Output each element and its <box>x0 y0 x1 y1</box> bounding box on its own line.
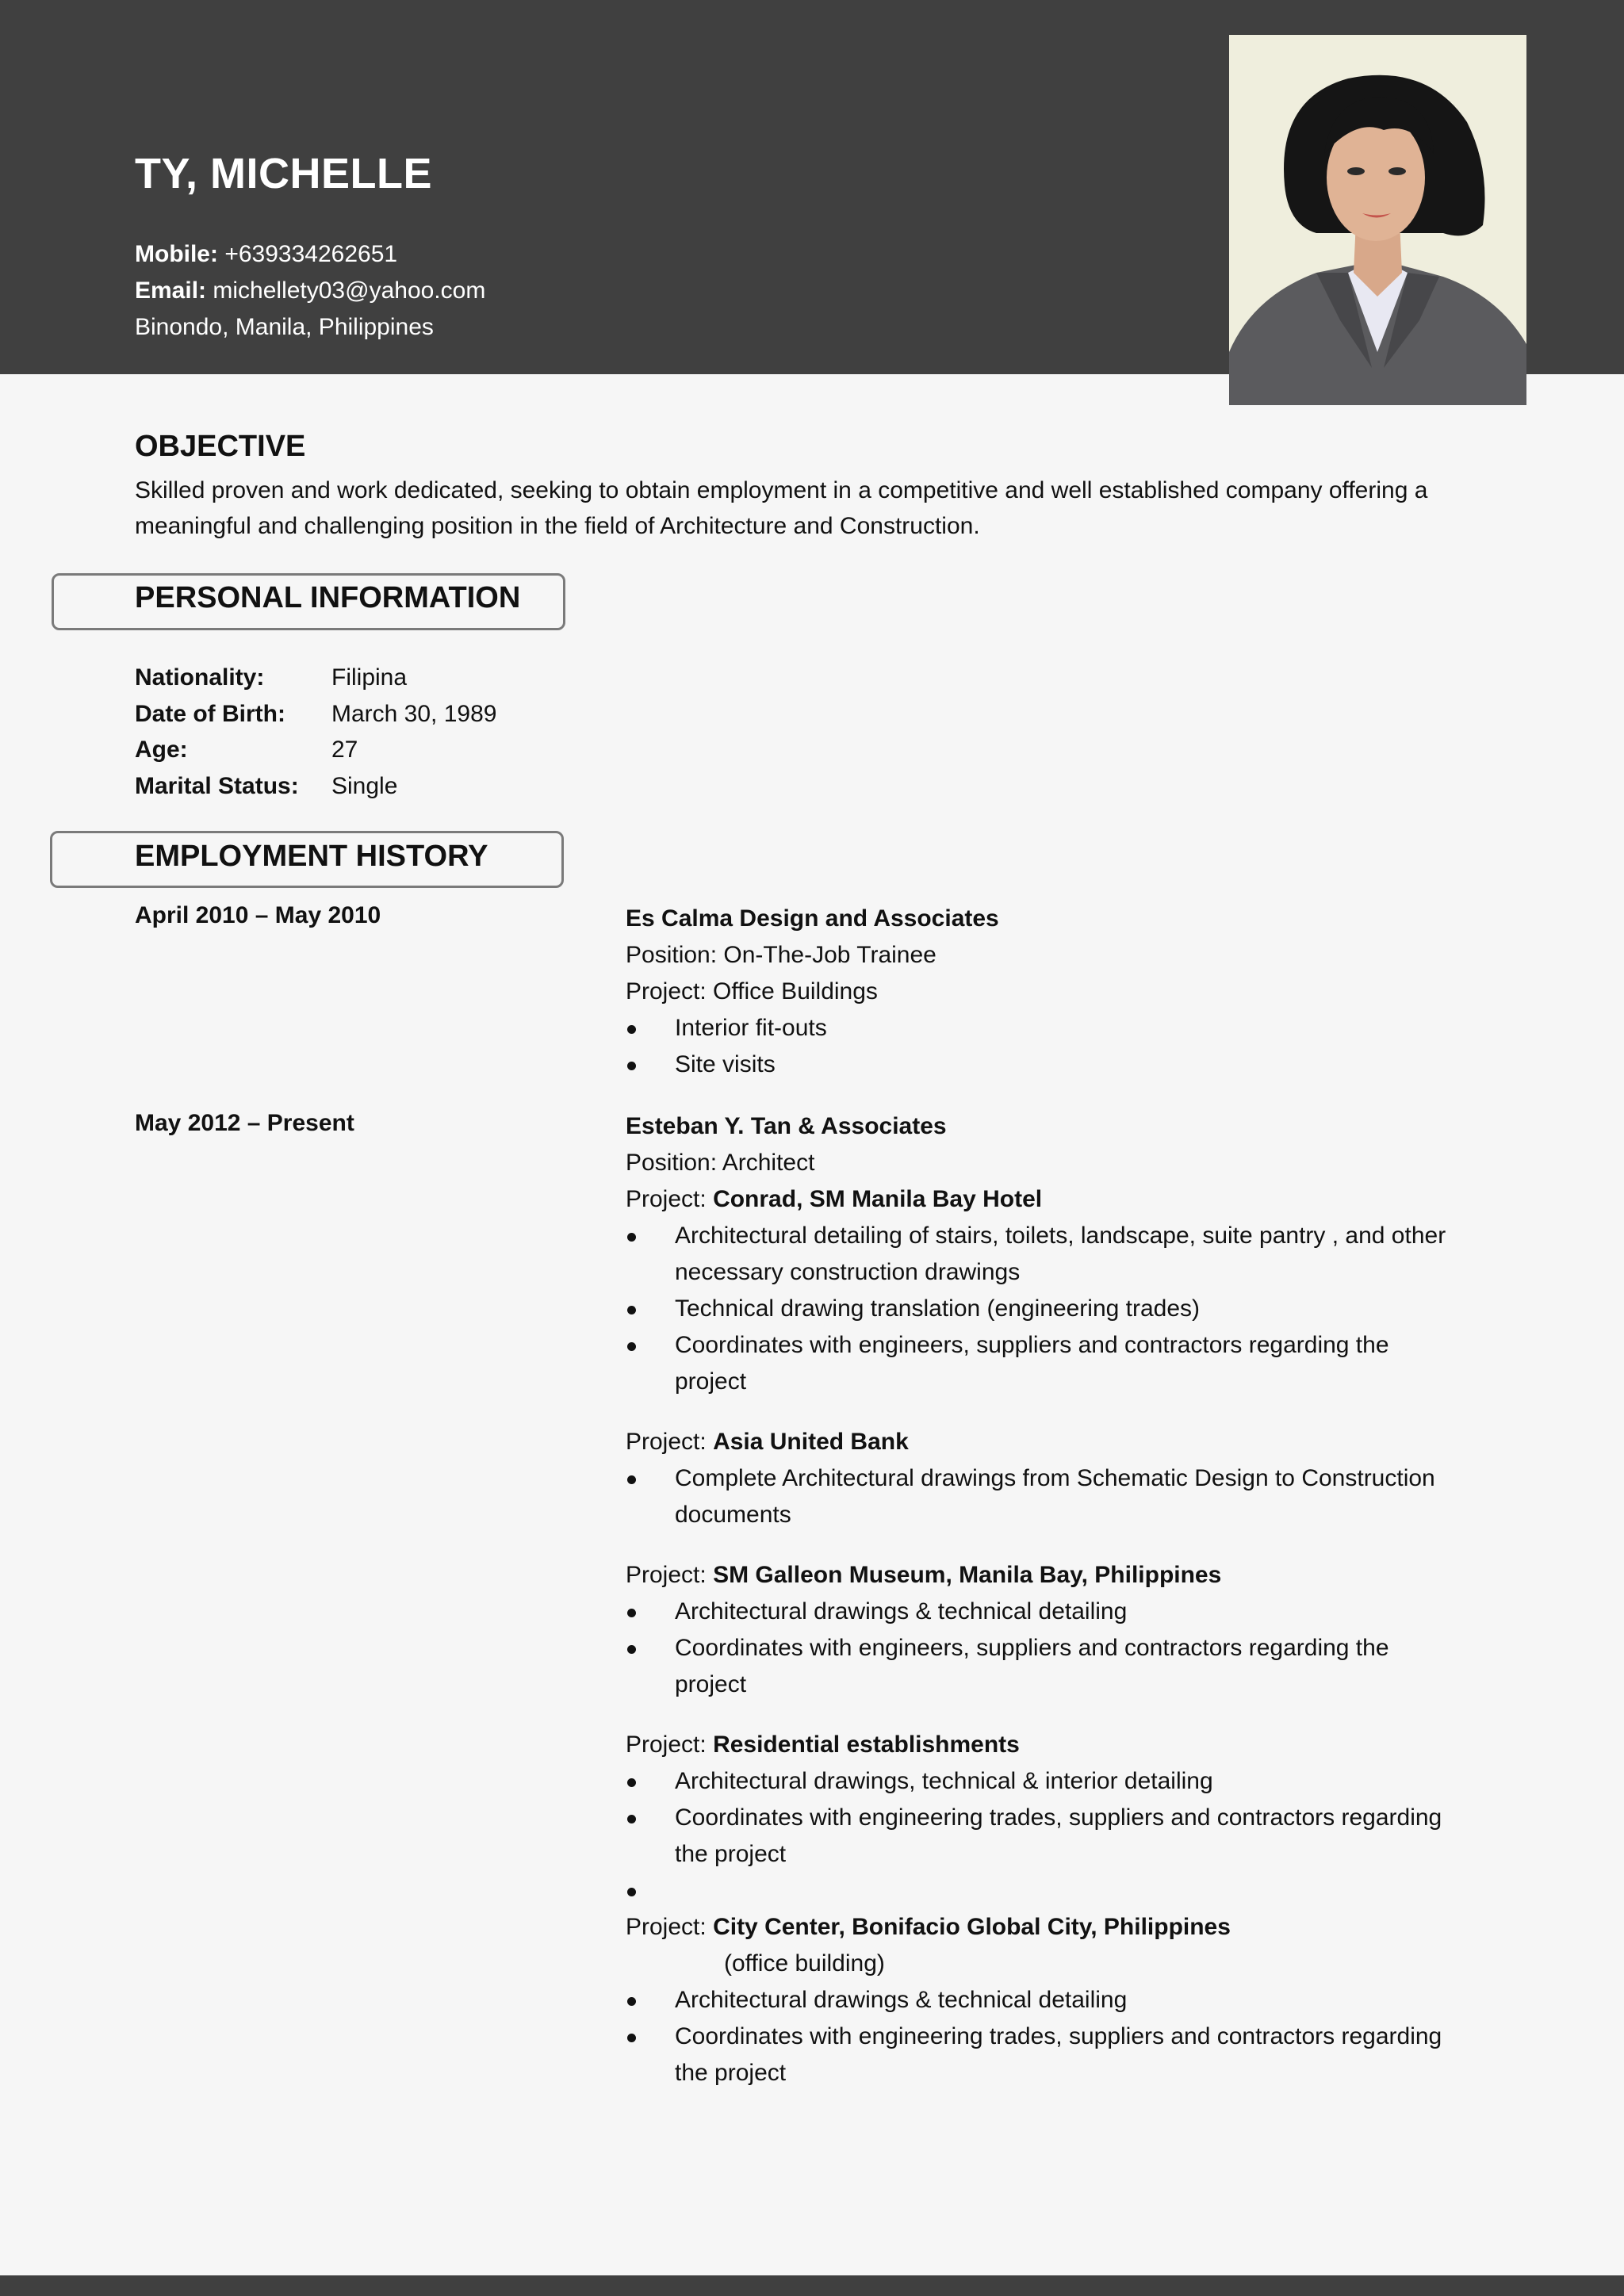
company-name: Es Calma Design and Associates <box>626 905 999 932</box>
list-item: Architectural drawings & technical detailing <box>626 1982 1450 2019</box>
bullet-list <box>626 1594 1450 1703</box>
bullet-list <box>626 1982 1450 2091</box>
list-item: Coordinates with engineers, suppliers and contractors regarding the project <box>626 1327 1450 1400</box>
bullet-list <box>626 1460 1450 1533</box>
list-item: Architectural detailing of stairs, toilets, landscape, suite pantry , and other necessary construction drawings <box>626 1218 1450 1291</box>
list-item: Coordinates with engineers, suppliers and contractors regarding the project <box>626 1630 1450 1703</box>
email-address: michellety03@yahoo.com <box>213 277 486 304</box>
project-line: Project: Office Buildings <box>626 978 878 1004</box>
project-name: Conrad, SM Manila Bay Hotel <box>713 1186 1043 1212</box>
list-item: Complete Architectural drawings from Schematic Design to Construction documents <box>626 1460 1450 1533</box>
job-entry <box>626 1108 1450 2091</box>
job-position: Position: On-The-Job Trainee <box>626 942 936 968</box>
list-item: Architectural drawings, technical & interior detailing <box>626 1763 1450 1800</box>
bullet-list <box>626 1763 1450 1909</box>
project-line <box>626 1181 1450 1218</box>
job-dates: May 2012 – Present <box>135 1110 354 1136</box>
dob-row <box>135 696 496 733</box>
address: Binondo, Manila, Philippines <box>135 314 434 340</box>
mobile-label: Mobile: <box>135 241 218 267</box>
list-item: Site visits <box>626 1047 1450 1083</box>
bullet-list <box>626 1010 1450 1083</box>
profile-photo <box>1229 35 1526 405</box>
project-line <box>626 1557 1450 1594</box>
age-row <box>135 732 496 768</box>
job-entry <box>626 901 1450 1083</box>
project-line <box>626 1727 1450 1763</box>
marital-status-label: Marital Status: <box>135 772 299 799</box>
list-item: Coordinates with engineering trades, suppliers and contractors regarding the project <box>626 1800 1450 1873</box>
list-item: Architectural drawings & technical detailing <box>626 1594 1450 1630</box>
project-line <box>626 1424 1450 1460</box>
list-item: Interior fit-outs <box>626 1010 1450 1047</box>
candidate-name: TY, MICHELLE <box>135 150 433 197</box>
nationality-label: Nationality: <box>135 664 265 691</box>
project-label: Project: <box>626 1914 707 1940</box>
project-name: SM Galleon Museum, Manila Bay, Philippines <box>713 1562 1222 1588</box>
project-label: Project: <box>626 1732 707 1758</box>
personal-info-table <box>135 660 496 804</box>
objective-heading: OBJECTIVE <box>135 430 306 463</box>
age-label: Age: <box>135 737 188 763</box>
nationality-value: Filipina <box>331 664 408 691</box>
list-item: Coordinates with engineering trades, suppliers and contractors regarding the project <box>626 2019 1450 2091</box>
mobile-line <box>135 236 485 273</box>
project-line <box>626 1909 1450 1946</box>
list-item: Technical drawing translation (engineering trades) <box>626 1291 1450 1327</box>
portrait-illustration <box>1229 35 1526 405</box>
project-name: Residential establishments <box>713 1732 1020 1758</box>
project-name: Asia United Bank <box>713 1429 909 1455</box>
company-name: Esteban Y. Tan & Associates <box>626 1113 947 1139</box>
nationality-row <box>135 660 496 696</box>
contact-block <box>135 236 485 346</box>
project-label: Project: <box>626 1429 707 1455</box>
bullet-list <box>626 1218 1450 1400</box>
employment-heading: EMPLOYMENT HISTORY <box>135 840 488 873</box>
footer-bar <box>0 2275 1624 2296</box>
marital-status-row <box>135 768 496 805</box>
marital-status-value: Single <box>331 772 398 799</box>
personal-info-heading: PERSONAL INFORMATION <box>135 581 521 614</box>
email-label: Email: <box>135 277 207 304</box>
job-position: Position: Architect <box>626 1150 815 1176</box>
project-label: Project: <box>626 1562 707 1588</box>
project-label: Project: <box>626 1186 707 1212</box>
objective-text: Skilled proven and work dedicated, seeking to obtain employment in a competitive and well established company offering a meaningful and challenging position in the field of Architecture and Construction. <box>135 477 1428 539</box>
project-name: City Center, Bonifacio Global City, Philippines <box>713 1914 1231 1940</box>
job-dates: April 2010 – May 2010 <box>135 902 381 928</box>
email-line <box>135 273 485 309</box>
list-item <box>626 1873 1450 1909</box>
project-subtitle: (office building) <box>724 1950 885 1976</box>
dob-label: Date of Birth: <box>135 700 285 727</box>
mobile-number: +639334262651 <box>224 241 398 267</box>
dob-value: March 30, 1989 <box>331 700 497 727</box>
age-value: 27 <box>331 737 358 763</box>
